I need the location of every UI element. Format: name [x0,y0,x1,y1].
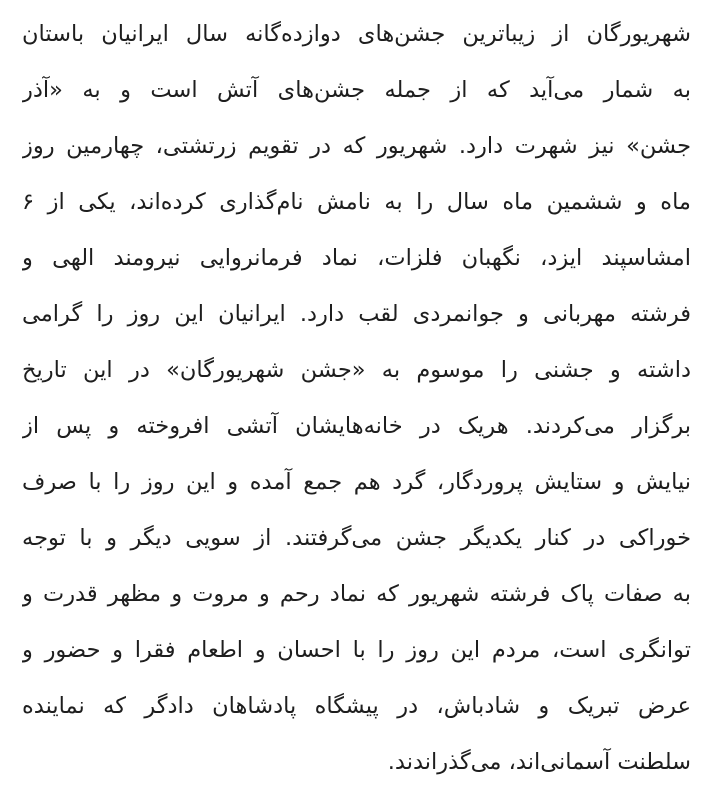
paragraph-line: به صفات پاک فرشته شهریور که نماد رحم و مروت و مظهر قدرت و [22,581,691,607]
paragraph-line: خوراکی در کنار یکدیگر جشن می‌گرفتند. از سویی دیگر و با توجه [22,525,691,551]
paragraph-line: به شمار می‌آید که از جمله جشن‌های آتش است و به «آذر [22,77,691,103]
paragraph-line: امشاسپند ایزد، نگهبان فلزات، نماد فرمانروایی نیرومند الهی و [22,245,691,271]
paragraph-line: نیایش و ستایش پروردگار، گرد هم جمع آمده و این روز را با صرف [22,469,691,495]
paragraph-line: عرض تبریک و شادباش، در پیشگاه پادشاهان دادگر که نماینده [22,693,691,719]
paragraph-line: جشن» نیز شهرت دارد. شهریور که در تقویم زرتشتی، چهارمین روز [22,133,691,159]
paragraph-line: داشته و جشنی را موسوم به «جشن شهریورگان» در این تاریخ [22,357,691,383]
paragraph-line: شهریورگان از زیباترین جشن‌های دوازده‌گانه سال ایرانیان باستان [22,21,691,47]
paragraph-line: ماه و ششمین ماه سال را به نامش نام‌گذاری کرده‌اند، یکی از ۶ [22,189,691,215]
paragraph-line: فرشته مهربانی و جوانمردی لقب دارد. ایرانیان این روز را گرامی [22,301,691,327]
paragraph-line: توانگری است، مردم این روز را با احسان و اطعام فقرا و حضور و [22,637,691,663]
paragraph-line-last: سلطنت آسمانی‌اند، می‌گذراندند. [387,749,691,775]
paragraph-line: برگزار می‌کردند. هریک در خانه‌هایشان آتشی افروخته و پس از [22,413,691,439]
